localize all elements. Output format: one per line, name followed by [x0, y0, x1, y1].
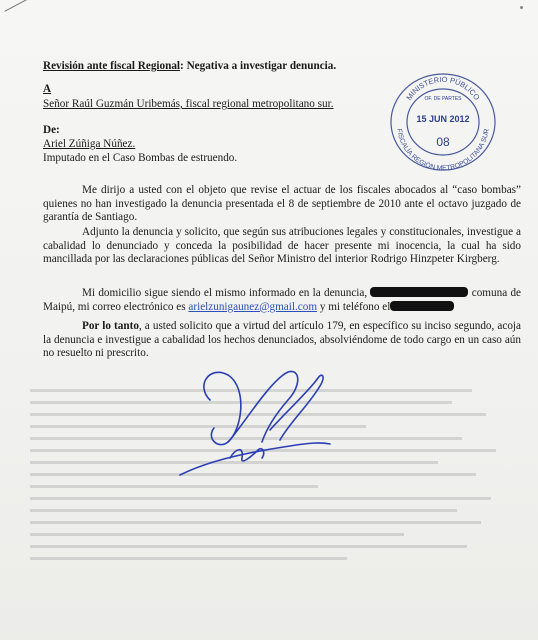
sender-name: Ariel Zúñiga Núñez.: [43, 138, 136, 150]
conclusion-bold: Por lo tanto: [82, 320, 139, 332]
document-title: [43, 60, 373, 74]
email-link[interactable]: arielzunigaunez@gmail.com: [188, 300, 318, 313]
stamp-number: 08: [436, 135, 450, 149]
contact-address-text: Mi domicilio sigue siendo el mismo informado en la denuncia,: [82, 287, 368, 299]
stamp-bottom-text: FISCALÍA REGIÓN METROPOLITANA SUR: [395, 128, 491, 173]
pencil-mark: [4, 0, 33, 22]
title-rest: : Negativa a investigar denuncia.: [180, 60, 337, 72]
redacted-address: [370, 287, 468, 297]
from-label: De:: [43, 124, 60, 136]
recipient-name: Señor Raúl Guzmán Uribemás, fiscal regional metropolitano sur.: [43, 98, 334, 110]
to-label: A: [43, 83, 52, 95]
paragraph-request: [43, 226, 521, 267]
receipt-stamp: [383, 66, 503, 174]
paragraph-purpose: [43, 184, 521, 225]
stamp-top-text: MINISTERIO PÚBLICO: [404, 74, 482, 102]
stamp-sub-text: OF. DE PARTES: [424, 96, 462, 102]
scan-dot: [520, 6, 523, 9]
conclusion-text: , a usted solicito que a virtud del artículo 179, en específico su inciso segundo, acoja la denuncia e investigue a cabalidad los hechos denunciados, absolviéndome de todo cargo en un caso aún no resuelto ni prescrito.: [43, 320, 521, 360]
handwritten-signature: [170, 360, 350, 490]
contact-email-lead: comuna de Maipú, mi correo electrónico es: [43, 287, 521, 313]
paragraph-request-text: Adjunto la denuncia y solicito, que según sus atribuciones legales y constitucionales, investigue a cabalidad lo denunciado y conceda la posibilidad de hacer presente mi inocencia, la cual ha sido mancillada por las declaraciones públicas del Señor Ministro del interior Rodrigo Hinzpeter Kirgberg.: [43, 226, 521, 266]
contact-phone-lead: y mi teléfono el: [319, 300, 391, 313]
stamp-date: 15 JUN 2012: [416, 114, 470, 124]
paragraph-conclusion: [43, 320, 521, 361]
redacted-phone: [390, 301, 454, 311]
title-underlined: Revisión ante fiscal Regional: [43, 60, 181, 72]
sender-role: Imputado en el Caso Bombas de estruendo.: [43, 152, 238, 164]
paragraph-purpose-text: Me dirijo a usted con el objeto que revise el actuar de los fiscales abocados al “caso bombas” quienes no han investigado la denuncia presentada el 8 de septiembre de 2010 ante el octavo juzgado de garantía de Santiago.: [43, 184, 521, 224]
paragraph-contact: [43, 287, 521, 314]
